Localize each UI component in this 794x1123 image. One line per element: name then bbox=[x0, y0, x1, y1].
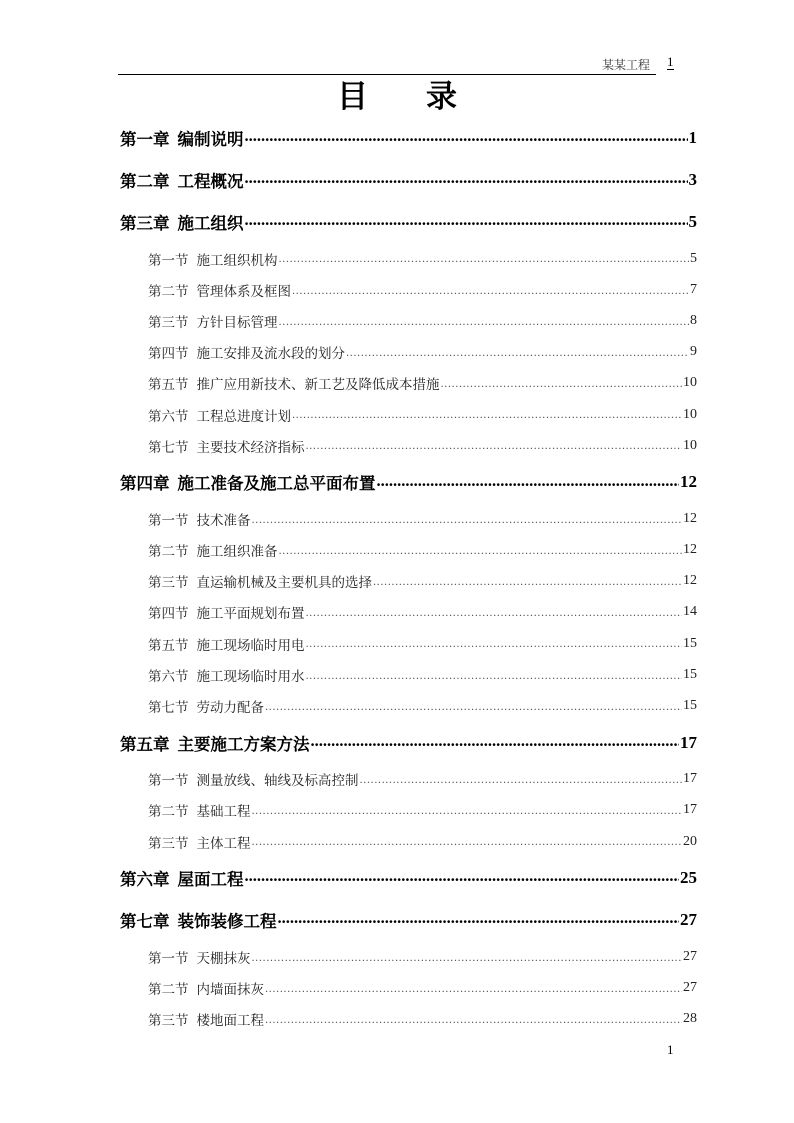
entry-page-number: 15 bbox=[683, 635, 697, 651]
entry-page-number: 12 bbox=[680, 472, 697, 492]
entry-title: 测量放线、轴线及标高控制 bbox=[196, 773, 359, 790]
entry-title: 工程概况 bbox=[177, 172, 244, 191]
entry-title: 方针目标管理 bbox=[196, 314, 278, 331]
toc-section-entry[interactable] bbox=[120, 368, 697, 399]
entry-title: 施工现场临时用水 bbox=[196, 668, 305, 685]
entry-title: 编制说明 bbox=[177, 130, 244, 149]
dot-leader bbox=[292, 408, 682, 422]
entry-page-number: 17 bbox=[683, 771, 697, 787]
entry-number: 第六节 bbox=[148, 668, 189, 685]
dot-leader bbox=[245, 172, 688, 189]
dot-leader bbox=[306, 439, 683, 453]
toc-section-entry[interactable] bbox=[120, 243, 697, 274]
toc-chapter-entry[interactable] bbox=[120, 857, 697, 899]
entry-title: 施工组织 bbox=[177, 214, 244, 233]
entry-title: 主要施工方案方法 bbox=[177, 734, 310, 754]
entry-number: 第五节 bbox=[148, 637, 189, 654]
entry-number: 第五节 bbox=[148, 377, 189, 394]
toc-section-entry[interactable] bbox=[120, 764, 697, 795]
entry-number: 第二节 bbox=[148, 981, 189, 998]
toc-chapter-entry[interactable] bbox=[120, 461, 697, 503]
toc-section-entry[interactable] bbox=[120, 795, 697, 826]
entry-title: 工程总进度计划 bbox=[196, 408, 291, 425]
toc-chapter-entry[interactable] bbox=[120, 899, 697, 941]
entry-title: 施工现场临时用电 bbox=[196, 637, 305, 654]
entry-page-number: 1 bbox=[688, 128, 697, 147]
dot-leader bbox=[279, 543, 683, 557]
entry-page-number: 3 bbox=[688, 170, 697, 189]
dot-leader bbox=[360, 772, 683, 786]
header-title: 某某工程 bbox=[601, 58, 650, 72]
entry-title: 楼地面工程 bbox=[196, 1013, 264, 1030]
entry-page-number: 9 bbox=[690, 344, 697, 360]
entry-title: 推广应用新技术、新工艺及降低成本措施 bbox=[196, 377, 440, 394]
entry-number: 第一节 bbox=[148, 512, 189, 529]
dot-leader bbox=[377, 474, 680, 491]
toc-section-entry[interactable] bbox=[120, 1004, 697, 1035]
entry-number: 第二节 bbox=[148, 804, 189, 821]
entry-number: 第七章 bbox=[120, 912, 170, 932]
dot-leader bbox=[245, 214, 688, 231]
dot-leader bbox=[252, 512, 683, 526]
entry-page-number: 27 bbox=[683, 979, 697, 995]
entry-page-number: 10 bbox=[683, 375, 697, 391]
dot-leader bbox=[252, 950, 683, 964]
dot-leader bbox=[292, 283, 689, 297]
entry-title: 技术准备 bbox=[196, 512, 251, 529]
entry-number: 第四节 bbox=[148, 606, 189, 623]
entry-number: 第三章 bbox=[120, 214, 170, 233]
entry-number: 第二节 bbox=[148, 544, 189, 561]
dot-leader bbox=[346, 345, 689, 359]
toc-section-entry[interactable] bbox=[120, 597, 697, 628]
entry-number: 第七节 bbox=[148, 439, 189, 456]
dot-leader bbox=[265, 699, 682, 713]
entry-number: 第二节 bbox=[148, 283, 189, 300]
dot-leader bbox=[245, 130, 688, 147]
toc-section-entry[interactable] bbox=[120, 628, 697, 659]
dot-leader bbox=[252, 835, 683, 849]
entry-page-number: 12 bbox=[683, 573, 697, 589]
toc-section-entry[interactable] bbox=[120, 941, 697, 972]
dot-leader bbox=[373, 575, 682, 589]
dot-leader bbox=[306, 668, 683, 682]
entry-page-number: 5 bbox=[688, 212, 697, 231]
entry-number: 第一节 bbox=[148, 773, 189, 790]
entry-page-number: 27 bbox=[683, 948, 697, 964]
entry-page-number: 7 bbox=[690, 281, 697, 297]
toc-chapter-entry[interactable] bbox=[120, 722, 697, 764]
table-of-contents bbox=[120, 117, 697, 1035]
entry-number: 第四章 bbox=[120, 474, 170, 494]
entry-number: 第五章 bbox=[120, 734, 170, 754]
entry-page-number: 17 bbox=[683, 802, 697, 818]
entry-page-number: 5 bbox=[690, 250, 697, 266]
toc-section-entry[interactable] bbox=[120, 826, 697, 857]
entry-page-number: 20 bbox=[683, 833, 697, 849]
dot-leader bbox=[311, 734, 680, 751]
toc-section-entry[interactable] bbox=[120, 690, 697, 721]
entry-page-number: 25 bbox=[680, 868, 697, 888]
entry-title: 施工组织机构 bbox=[196, 252, 278, 269]
entry-title: 劳动力配备 bbox=[196, 700, 264, 717]
dot-leader bbox=[441, 377, 683, 391]
page-header bbox=[118, 55, 656, 75]
entry-title: 施工平面规划布置 bbox=[196, 606, 305, 623]
footer-page-number: 1 bbox=[667, 1042, 674, 1057]
toc-section-entry[interactable] bbox=[120, 535, 697, 566]
entry-number: 第一节 bbox=[148, 950, 189, 967]
entry-number: 第三节 bbox=[148, 575, 189, 592]
entry-number: 第七节 bbox=[148, 700, 189, 717]
entry-number: 第三节 bbox=[148, 1013, 189, 1030]
dot-leader bbox=[306, 637, 683, 651]
toc-chapter-entry[interactable] bbox=[120, 117, 697, 159]
entry-page-number: 15 bbox=[683, 666, 697, 682]
entry-number: 第六节 bbox=[148, 408, 189, 425]
entry-number: 第四节 bbox=[148, 346, 189, 363]
entry-title: 基础工程 bbox=[196, 804, 251, 821]
toc-section-entry[interactable] bbox=[120, 503, 697, 534]
dot-leader bbox=[279, 314, 690, 328]
entry-title: 主体工程 bbox=[196, 835, 251, 852]
toc-section-entry[interactable] bbox=[120, 337, 697, 368]
entry-page-number: 8 bbox=[690, 312, 697, 328]
entry-page-number: 14 bbox=[683, 604, 697, 620]
toc-section-entry[interactable] bbox=[120, 430, 697, 461]
entry-title: 施工组织准备 bbox=[196, 544, 278, 561]
entry-title: 施工准备及施工总平面布置 bbox=[177, 474, 376, 494]
entry-page-number: 10 bbox=[683, 437, 697, 453]
entry-number: 第三节 bbox=[148, 314, 189, 331]
toc-chapter-entry[interactable] bbox=[120, 159, 697, 201]
entry-title: 屋面工程 bbox=[177, 870, 244, 890]
entry-page-number: 28 bbox=[683, 1011, 697, 1027]
dot-leader bbox=[278, 912, 680, 929]
entry-page-number: 15 bbox=[683, 698, 697, 714]
toc-section-entry[interactable] bbox=[120, 972, 697, 1003]
toc-section-entry[interactable] bbox=[120, 399, 697, 430]
entry-title: 内墙面抹灰 bbox=[196, 981, 264, 998]
toc-section-entry[interactable] bbox=[120, 305, 697, 336]
entry-title: 主要技术经济指标 bbox=[196, 439, 305, 456]
page-title: 目录 bbox=[337, 79, 515, 115]
entry-page-number: 17 bbox=[680, 732, 697, 752]
toc-section-entry[interactable] bbox=[120, 566, 697, 597]
entry-page-number: 27 bbox=[680, 910, 697, 930]
dot-leader bbox=[265, 1012, 682, 1026]
toc-chapter-entry[interactable] bbox=[120, 201, 697, 243]
dot-leader bbox=[252, 804, 683, 818]
entry-number: 第一节 bbox=[148, 252, 189, 269]
toc-section-entry[interactable] bbox=[120, 274, 697, 305]
entry-number: 第三节 bbox=[148, 835, 189, 852]
entry-title: 装饰装修工程 bbox=[177, 912, 277, 932]
header-page-number: 1 bbox=[667, 54, 674, 69]
entry-number: 第一章 bbox=[120, 130, 170, 149]
entry-title: 施工安排及流水段的划分 bbox=[196, 346, 345, 363]
entry-page-number: 12 bbox=[683, 510, 697, 526]
toc-section-entry[interactable] bbox=[120, 659, 697, 690]
dot-leader bbox=[245, 870, 680, 887]
entry-number: 第二章 bbox=[120, 172, 170, 191]
dot-leader bbox=[306, 606, 683, 620]
entry-title: 直运输机械及主要机具的选择 bbox=[196, 575, 372, 592]
entry-title: 天棚抹灰 bbox=[196, 950, 251, 967]
entry-number: 第六章 bbox=[120, 870, 170, 890]
entry-page-number: 10 bbox=[683, 406, 697, 422]
dot-leader bbox=[265, 981, 682, 995]
entry-page-number: 12 bbox=[683, 542, 697, 558]
entry-title: 管理体系及框图 bbox=[196, 283, 291, 300]
dot-leader bbox=[279, 252, 690, 266]
